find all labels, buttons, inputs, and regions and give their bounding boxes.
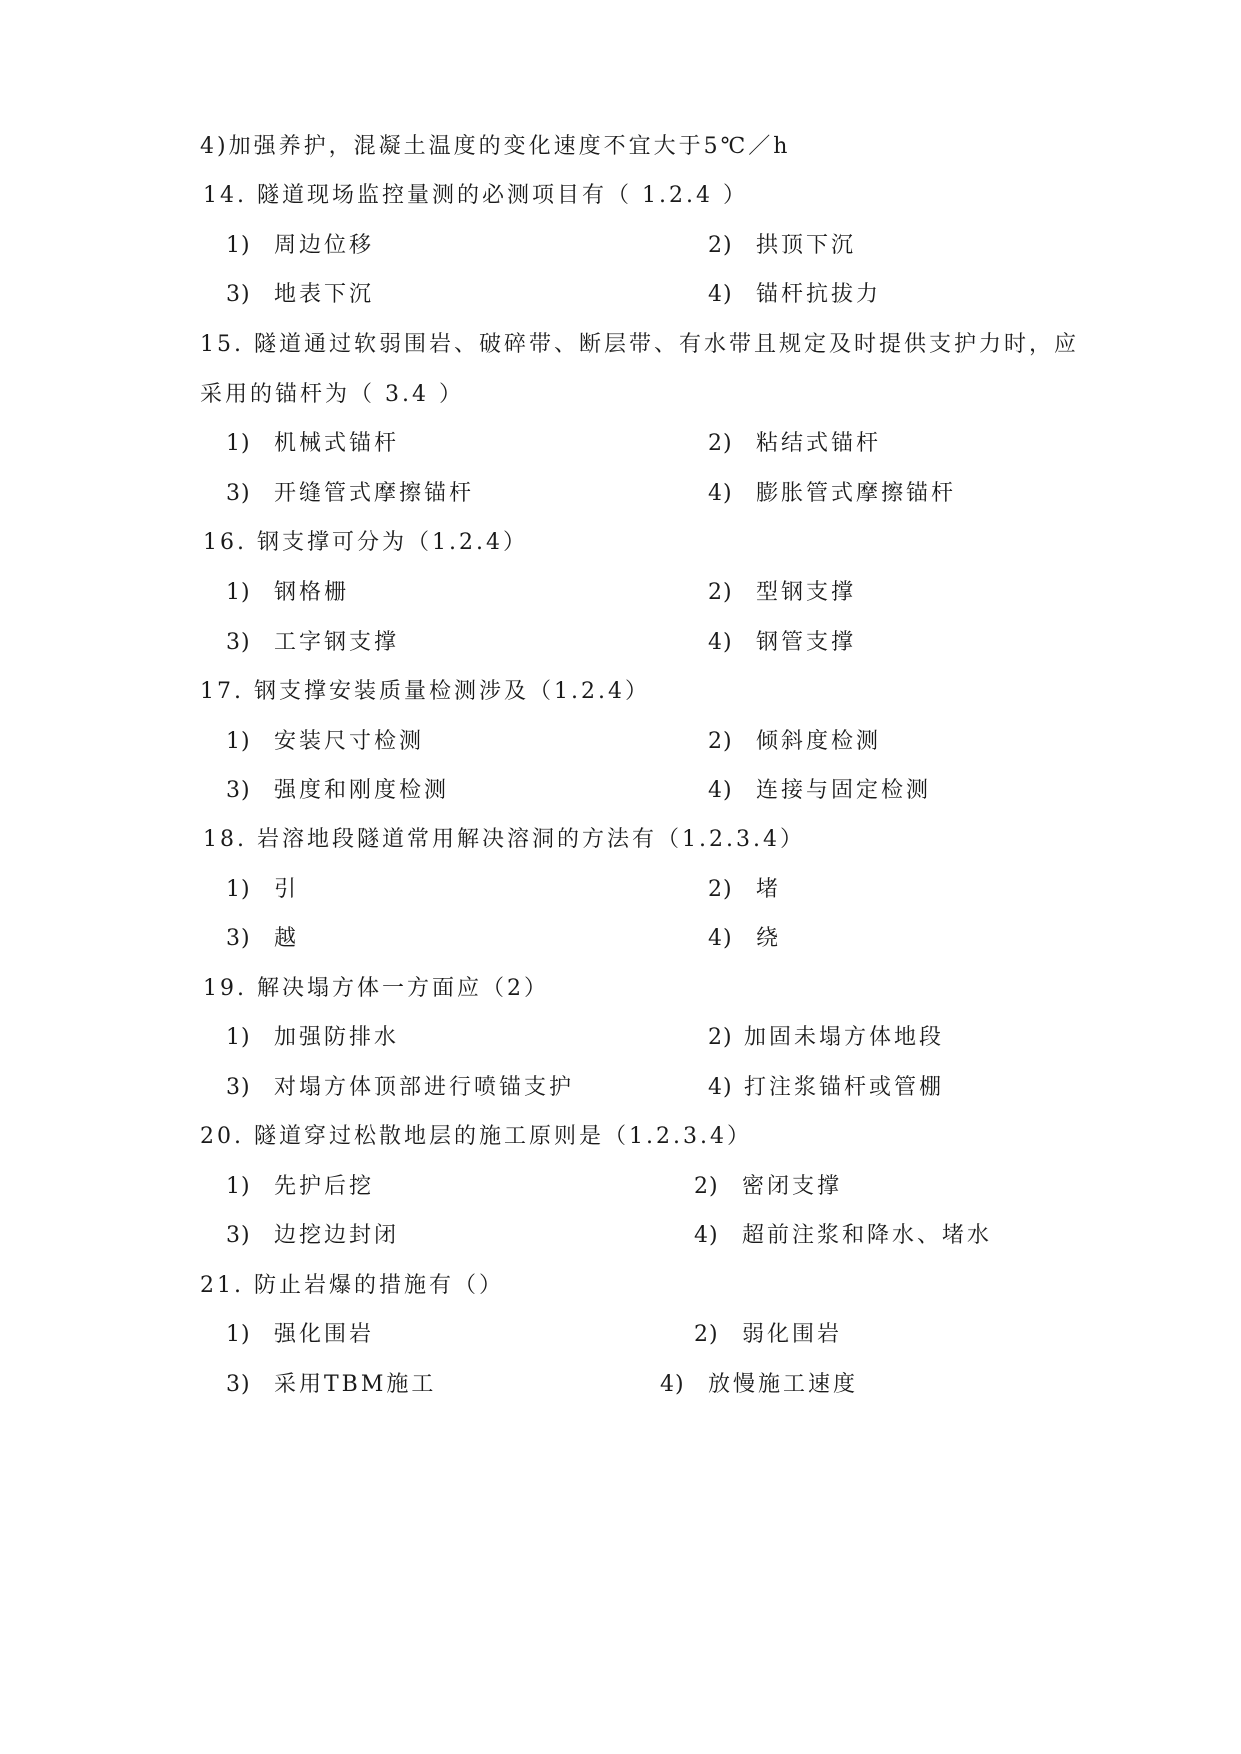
q14-option-3: 3) 地表下沉 [226,282,375,307]
q15-option-4: 4) 膨胀管式摩擦锚杆 [708,481,957,506]
q16-option-3: 3) 工字钢支撑 [226,630,400,655]
q19-option-4: 4) 打注浆锚杆或管棚 [708,1075,945,1100]
q19-option-1: 1) 加强防排水 [226,1025,400,1050]
q21-option-3: 3) 采用TBM施工 [226,1372,437,1397]
question-18: 18. 岩溶地段隧道常用解决溶洞的方法有（1.2.3.4） [203,827,805,852]
q17-option-4: 4) 连接与固定检测 [708,778,932,803]
q16-option-4: 4) 钢管支撑 [708,630,857,655]
q13-option-4: 4)加强养护，混凝土温度的变化速度不宜大于5℃／h [200,134,791,159]
q14-option-1: 1) 周边位移 [226,233,375,258]
q21-option-4: 4) 放慢施工速度 [660,1372,859,1397]
q14-option-4: 4) 锚杆抗拔力 [708,282,882,307]
q16-option-2: 2) 型钢支撑 [708,580,857,605]
q15-option-2: 2) 粘结式锚杆 [708,431,882,456]
question-16: 16. 钢支撑可分为（1.2.4） [203,530,528,555]
q16-option-1: 1) 钢格栅 [226,580,350,605]
q18-option-1: 1) 引 [226,877,300,902]
q18-option-3: 3) 越 [226,926,300,951]
question-20: 20. 隧道穿过松散地层的施工原则是（1.2.3.4） [200,1124,752,1149]
q19-option-3: 3) 对塌方体顶部进行喷锚支护 [226,1075,575,1100]
question-19: 19. 解决塌方体一方面应（2） [203,976,549,1001]
q14-option-2: 2) 拱顶下沉 [708,233,857,258]
q17-option-1: 1) 安装尺寸检测 [226,729,425,754]
q17-option-3: 3) 强度和刚度检测 [226,778,450,803]
q18-option-2: 2) 堵 [708,877,782,902]
q20-option-1: 1) 先护后挖 [226,1174,375,1199]
q20-option-3: 3) 边挖边封闭 [226,1223,400,1248]
question-14: 14. 隧道现场监控量测的必测项目有（ 1.2.4 ） [203,183,748,208]
q21-option-2: 2) 弱化围岩 [694,1322,843,1347]
question-17: 17. 钢支撑安装质量检测涉及（1.2.4） [200,679,650,704]
q15-option-3: 3) 开缝管式摩擦锚杆 [226,481,475,506]
q20-option-4: 4) 超前注浆和降水、堵水 [694,1223,993,1248]
q19-option-2: 2) 加固未塌方体地段 [708,1025,945,1050]
q21-option-1: 1) 强化围岩 [226,1322,375,1347]
question-15-cont: 采用的锚杆为（ 3.4 ） [200,382,464,407]
q20-option-2: 2) 密闭支撑 [694,1174,843,1199]
q18-option-4: 4) 绕 [708,926,782,951]
q17-option-2: 2) 倾斜度检测 [708,729,882,754]
q15-option-1: 1) 机械式锚杆 [226,431,400,456]
question-15: 15. 隧道通过软弱围岩、破碎带、断层带、有水带且规定及时提供支护力时，应 [200,332,1079,357]
question-21: 21. 防止岩爆的措施有（） [200,1273,504,1298]
